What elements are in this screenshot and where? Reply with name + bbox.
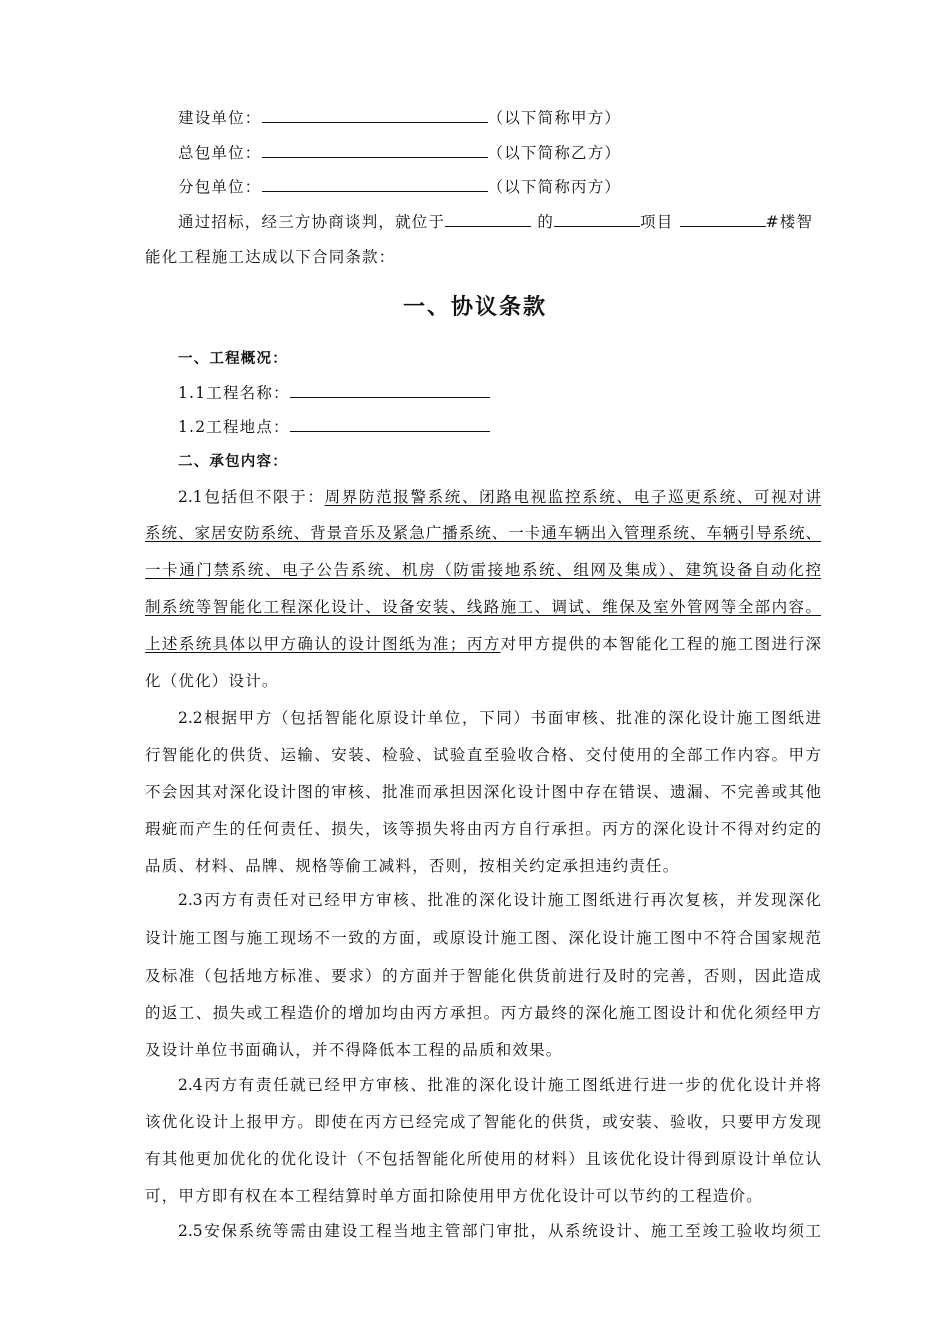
clause-2-2-line: 瑕疵而产生的任何责任、损失，该等损失将由丙方自行承担。丙方的深化设计不得对约定的 (145, 820, 821, 838)
clause-2-4-line: 2.4丙方有责任就已经甲方审核、批准的深化设计施工图纸进行进一步的优化设计并将 (178, 1076, 821, 1094)
clause-2-1-line-2: 系统、家居安防系统、背景音乐及紧急广播系统、一卡通车辆出入管理系统、车辆引导系统、 (145, 524, 821, 542)
clause-2-2-line: 行智能化的供货、运输、安装、检验、试验直至验收合格、交付使用的全部工作内容。甲方 (145, 746, 821, 764)
party-c-label: 分包单位： (178, 178, 262, 196)
intro-text-c: 项目 (640, 213, 680, 231)
party-a-blank[interactable] (262, 108, 488, 123)
clause-2-1-line-5 (145, 634, 821, 654)
party-c-line (178, 177, 621, 197)
clause-2-1-line-4: 制系统等智能化工程深化设计、设备安装、线路施工、调试、维保及室外管网等全部内容。 (145, 598, 821, 616)
clause-2-1-basis: 上述系统具体以甲方确认的设计图纸为准；丙方 (145, 635, 501, 653)
party-a-suffix: （以下简称甲方） (487, 109, 622, 127)
clause-2-3-line: 设计施工图与施工现场不一致的方面，或原设计施工图、深化设计施工图中不符合国家规范 (145, 929, 821, 947)
clause-2-1-line-6: 化（优化）设计。 (145, 672, 279, 690)
project-place-blank[interactable] (290, 417, 490, 432)
clause-2-2-line: 2.2根据甲方（包括智能化原设计单位，下同）书面审核、批准的深化设计施工图纸进 (178, 709, 821, 727)
intro-text-d: #楼智 (765, 213, 814, 231)
page-title: 一、协议条款 (402, 295, 547, 320)
clause-2-4-line: 该优化设计上报甲方。即使在丙方已经完成了智能化的供货，或安装、验收，只要甲方发现 (145, 1113, 821, 1131)
section-2-heading: 二、承包内容： (178, 454, 288, 470)
project-name-label: 1.1工程名称： (178, 384, 290, 402)
clause-2-3-line: 2.3丙方有责任对已经甲方审核、批准的深化设计施工图纸进行再次复核，并发现深化 (178, 891, 821, 909)
party-a-label: 建设单位： (178, 109, 262, 127)
party-b-label: 总包单位： (178, 144, 262, 162)
clause-2-4-line: 可，甲方即有权在本工程结算时单方面扣除使用甲方优化设计可以节约的工程造价。 (145, 1187, 763, 1205)
clause-2-3-line: 的返工、损失或工程造价的增加均由丙方承担。丙方最终的深化施工图设计和优化须经甲方 (145, 1004, 821, 1022)
clause-2-2-line: 品质、材料、品牌、规格等偷工减料，否则，按相关约定承担违约责任。 (145, 857, 680, 875)
clause-2-1-line-1 (178, 487, 821, 507)
project-blank[interactable] (554, 212, 640, 227)
location-blank[interactable] (445, 212, 531, 227)
clause-2-5-line: 2.5安保系统等需由建设工程当地主管部门审批，从系统设计、施工至竣工验收均须工 (178, 1222, 821, 1240)
clause-2-3-line: 及标准（包括地方标准、要求）的方面并于智能化供货前进行及时的完善，否则，因此造成 (145, 967, 821, 985)
project-place-line (178, 417, 490, 437)
intro-text-a: 通过招标，经三方协商谈判，就位于 (178, 213, 446, 231)
clause-2-4-line: 有其他更加优化的优化设计（不包括智能化所使用的材料）且该优化设计得到原设计单位认 (145, 1150, 821, 1168)
clause-2-1-prefix: 2.1包括但不限于： (178, 488, 325, 506)
building-blank[interactable] (680, 212, 766, 227)
clause-2-1-scope: 周界防范报警系统、闭路电视监控系统、电子巡更系统、可视对讲 (324, 488, 821, 506)
clause-2-2-line: 不会因其对深化设计图的审核、批准而承担因深化设计图中存在错误、遗漏、不完善或其他 (145, 783, 821, 801)
project-name-line (178, 383, 490, 403)
clause-2-3-line: 及设计单位书面确认，并不得降低本工程的品质和效果。 (145, 1041, 563, 1059)
clause-2-1-rest: 对甲方提供的本智能化工程的施工图进行深 (500, 635, 821, 653)
intro-line (178, 212, 813, 232)
party-b-blank[interactable] (262, 143, 488, 158)
clause-2-1-line-3: 一卡通门禁系统、电子公告系统、机房（防雷接地系统、组网及集成）、建筑设备自动化控 (145, 561, 821, 579)
intro-text-b: 的 (531, 213, 555, 231)
project-name-blank[interactable] (290, 383, 490, 398)
party-a-line (178, 108, 621, 128)
section-1-heading: 一、工程概况： (178, 351, 288, 367)
party-c-blank[interactable] (262, 177, 488, 192)
party-b-line (178, 143, 621, 163)
project-place-label: 1.2工程地点： (178, 418, 290, 436)
party-c-suffix: （以下简称丙方） (487, 178, 622, 196)
intro-line-2: 能化工程施工达成以下合同条款： (145, 248, 396, 266)
party-b-suffix: （以下简称乙方） (487, 144, 622, 162)
